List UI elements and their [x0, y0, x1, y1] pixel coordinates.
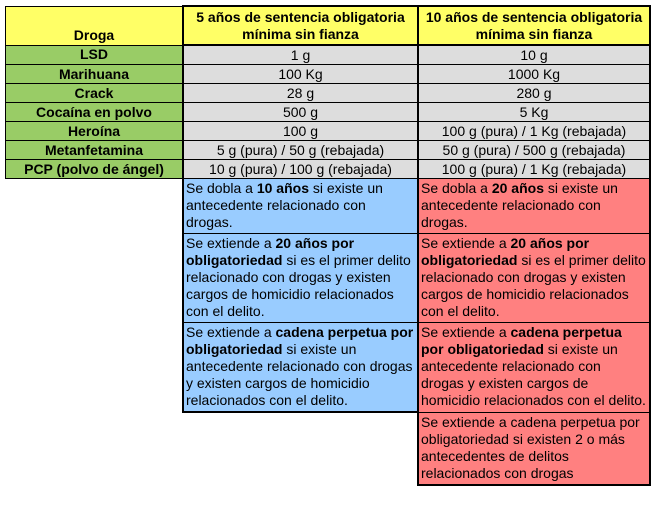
note-ten-homicide: Se extiende a 20 años por obligatoriedad si es el primer delito relacionado con drogas y existen cargos de homicidio relacionados con el delito.: [418, 234, 650, 323]
note-ten-prior-conviction: Se dobla a 20 años si existe un antecedente relacionado con drogas.: [418, 179, 650, 234]
five-year-amount: 100 g: [183, 122, 418, 141]
five-year-amount: 10 g (pura) / 100 g (rebajada): [183, 160, 418, 179]
table-row: [6, 103, 651, 122]
ten-year-amount: 50 g (pura) / 500 g (rebajada): [418, 141, 650, 160]
note-five-life-sentence: Se extiende a cadena perpetua por obligatoriedad si existe un antecedente relacionado con drogas y existen cargos de homicidio relacionados con el delito.: [183, 323, 418, 413]
note-row: [6, 323, 651, 413]
drug-name: Cocaína en polvo: [6, 103, 184, 122]
ten-year-amount: 100 g (pura) / 1 Kg (rebajada): [418, 122, 650, 141]
table-row: [6, 141, 651, 160]
header-five-years: 5 años de sentencia obligatoria mínima sin fianza: [183, 6, 418, 45]
header-drug: Droga: [6, 6, 184, 45]
table-row: [6, 160, 651, 179]
ten-year-amount: 5 Kg: [418, 103, 650, 122]
table-row: [6, 45, 651, 65]
drug-name: Heroína: [6, 122, 184, 141]
header-ten-years: 10 años de sentencia obligatoria mínima sin fianza: [418, 6, 650, 45]
ten-year-amount: 280 g: [418, 84, 650, 103]
drug-name: Marihuana: [6, 65, 184, 84]
drug-name: PCP (polvo de ángel): [6, 160, 184, 179]
ten-year-amount: 10 g: [418, 45, 650, 65]
sentencing-table: [5, 5, 651, 486]
header-row: [6, 6, 651, 45]
five-year-amount: 28 g: [183, 84, 418, 103]
five-year-amount: 500 g: [183, 103, 418, 122]
note-ten-two-priors: Se extiende a cadena perpetua por obligatoriedad si existen 2 o más antecedentes de delitos relacionados con drogas: [418, 412, 650, 485]
table-row: [6, 122, 651, 141]
note-row: [6, 412, 651, 485]
table-row: [6, 84, 651, 103]
note-row: [6, 234, 651, 323]
drug-name: Metanfetamina: [6, 141, 184, 160]
five-year-amount: 100 Kg: [183, 65, 418, 84]
five-year-amount: 5 g (pura) / 50 g (rebajada): [183, 141, 418, 160]
note-five-homicide: Se extiende a 20 años por obligatoriedad si es el primer delito relacionado con drogas y existen cargos de homicidio relacionados con el delito.: [183, 234, 418, 323]
ten-year-amount: 100 g (pura) / 1 Kg (rebajada): [418, 160, 650, 179]
drug-name: LSD: [6, 45, 184, 65]
ten-year-amount: 1000 Kg: [418, 65, 650, 84]
note-row: [6, 179, 651, 234]
drug-name: Crack: [6, 84, 184, 103]
table-row: [6, 65, 651, 84]
note-ten-life-sentence: Se extiende a cadena perpetua por obligatoriedad si existe un antecedente relacionado con drogas y existen cargos de homicidio relacionados con el delito.: [418, 323, 650, 413]
five-year-amount: 1 g: [183, 45, 418, 65]
note-five-prior-conviction: Se dobla a 10 años si existe un antecedente relacionado con drogas.: [183, 179, 418, 234]
